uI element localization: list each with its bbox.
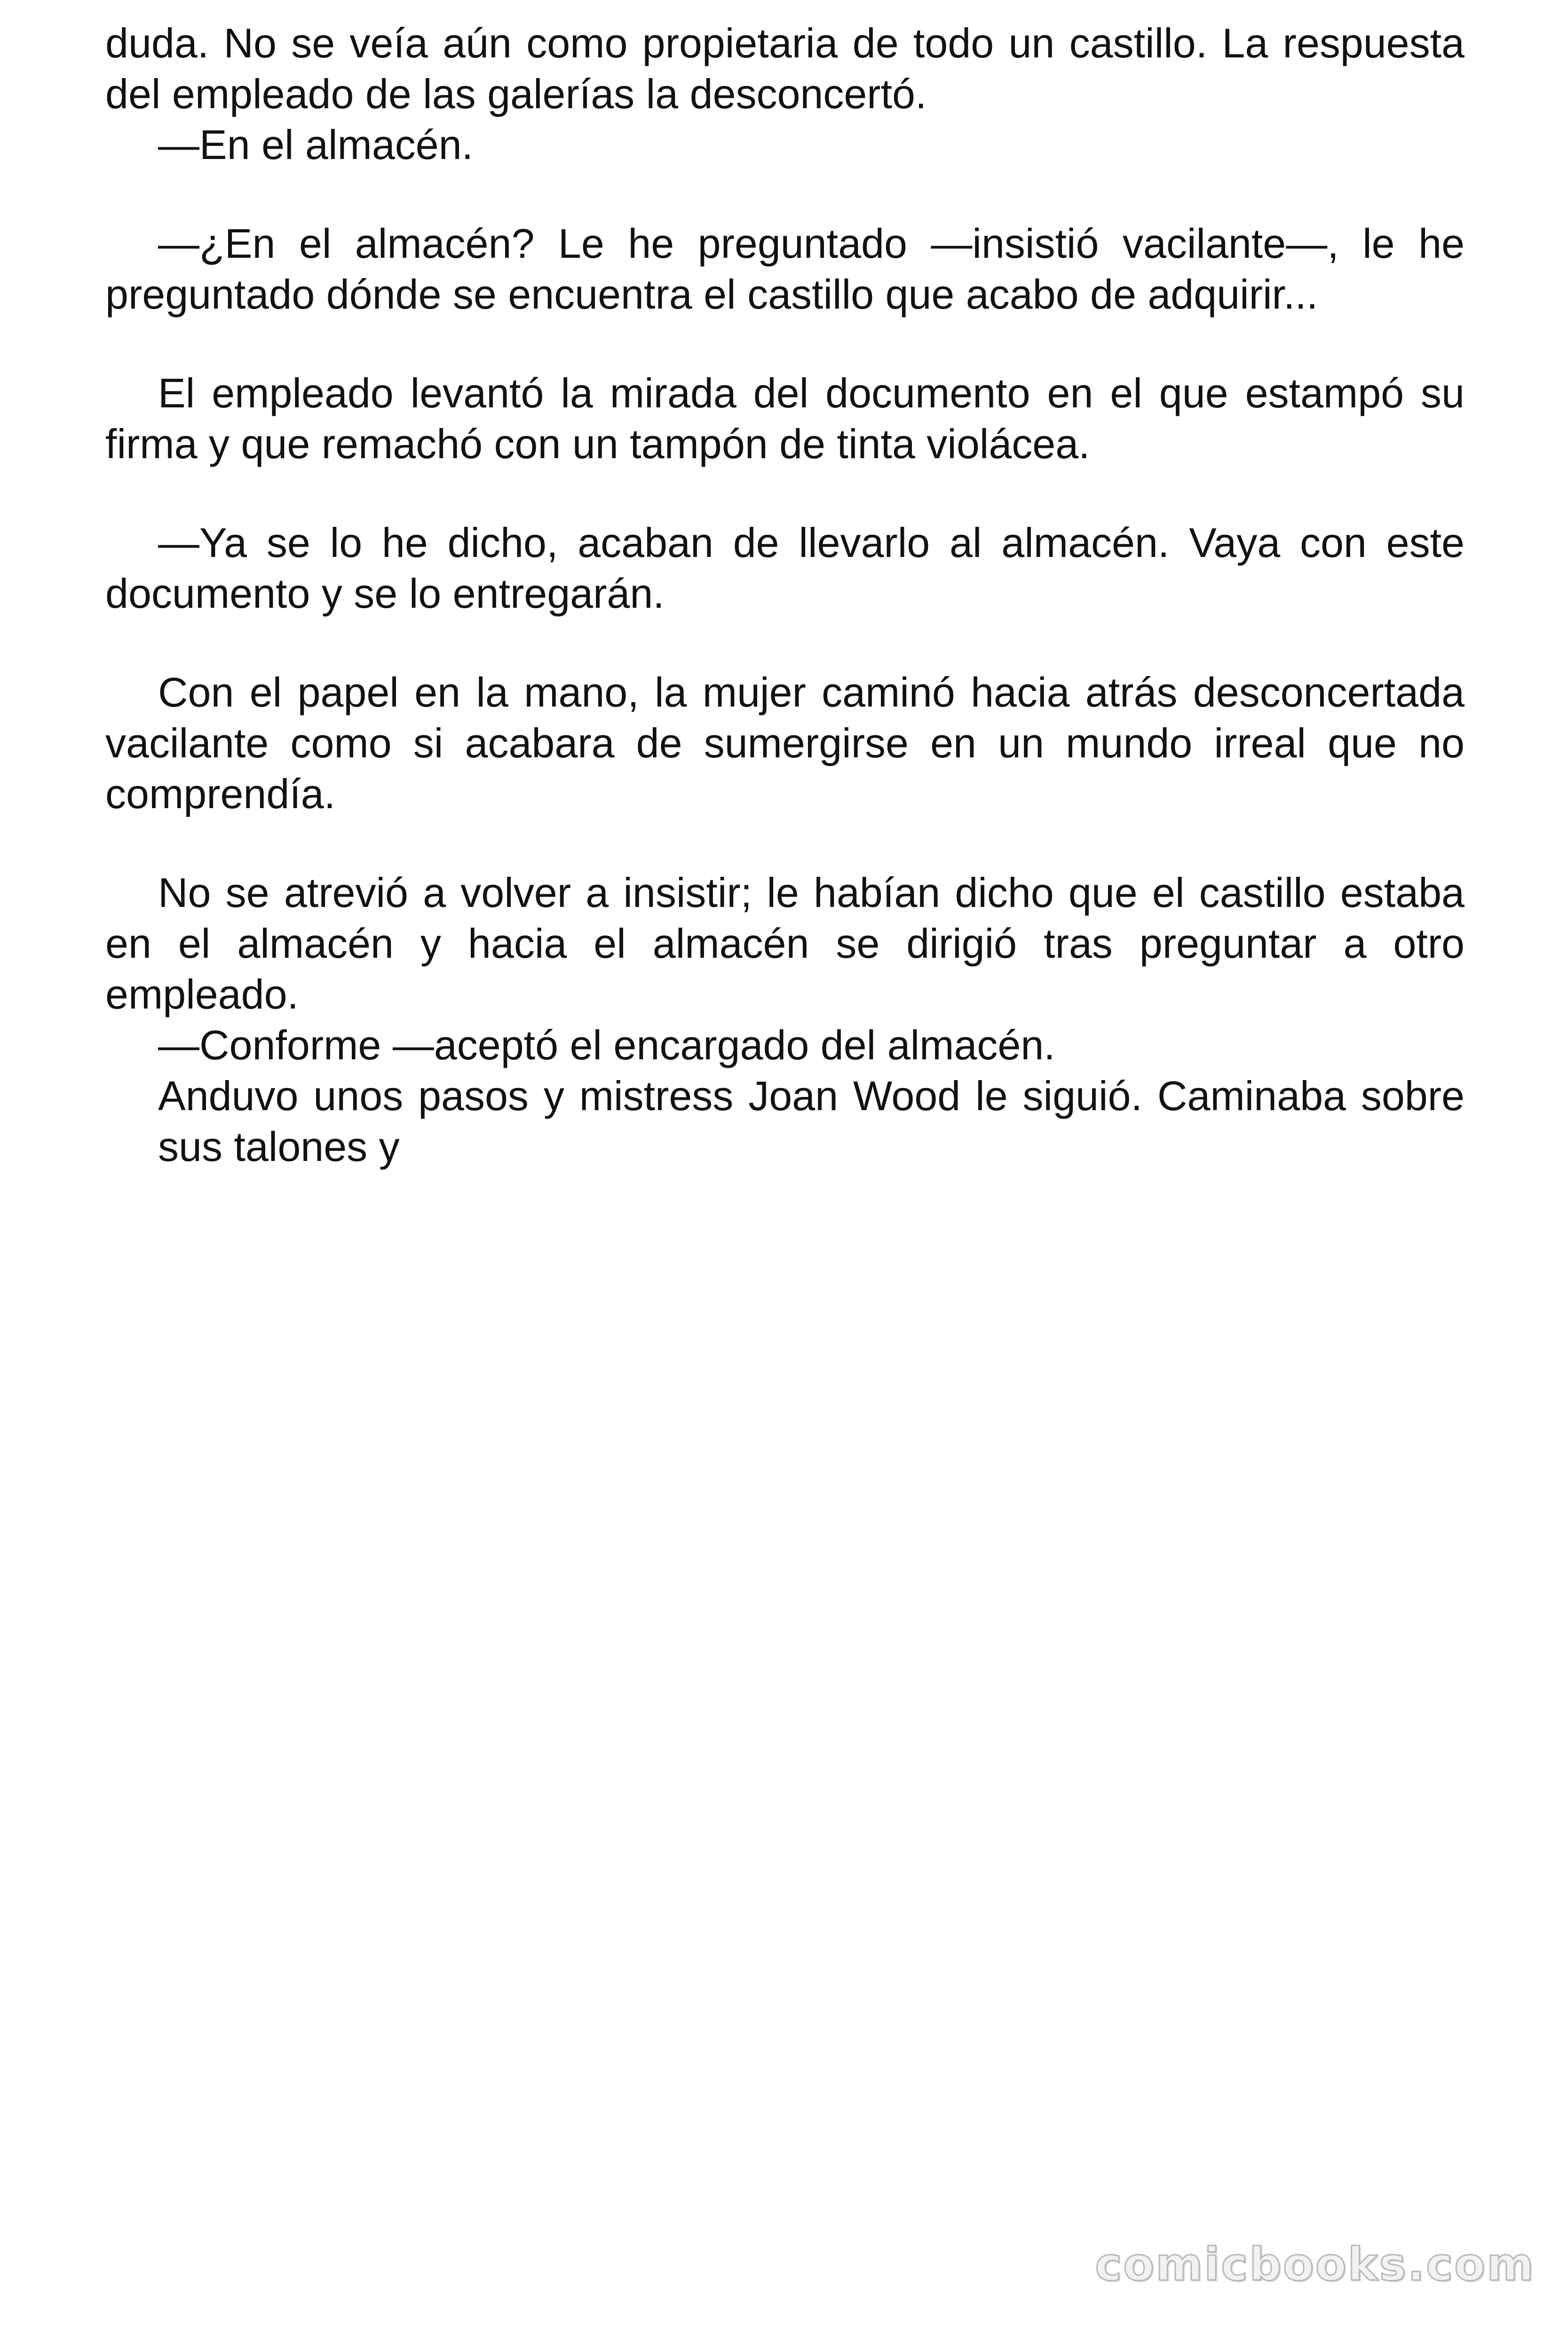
paragraph: No se atrevió a volver a insistir; le habían dicho que el castillo estaba en el almacén y hacia el almacén se dirigió tras preguntar a otro empleado. <box>105 869 1465 1017</box>
paragraph: Anduvo unos pasos y mistress Joan Wood le siguió. Caminaba sobre sus talones y <box>158 1073 1465 1170</box>
watermark: comicbooks.com <box>1095 2238 1535 2291</box>
paragraph: El empleado levantó la mirada del documento en el que estampó su firma y que remachó con un tampón de tinta violácea. <box>105 370 1465 467</box>
page-body-text <box>105 18 1465 1172</box>
paragraph: duda. No se veía aún como propietaria de todo un castillo. La respuesta del empleado de las galerías la desconcertó. <box>105 20 1465 117</box>
paragraph: —En el almacén. <box>158 121 474 168</box>
paragraph: Con el papel en la mano, la mujer caminó hacia atrás desconcertada vacilante como si acabara de sumergirse en un mundo irreal que no comprendía. <box>105 669 1465 817</box>
paragraph: —Conforme —aceptó el encargado del almacén. <box>158 1022 1055 1068</box>
paragraph: —Ya se lo he dicho, acaban de llevarlo al almacén. Vaya con este documento y se lo entregarán. <box>105 519 1465 617</box>
paragraph: —¿En el almacén? Le he preguntado —insistió vacilante—, le he preguntado dónde se encuentra el castillo que acabo de adquirir... <box>105 220 1465 318</box>
